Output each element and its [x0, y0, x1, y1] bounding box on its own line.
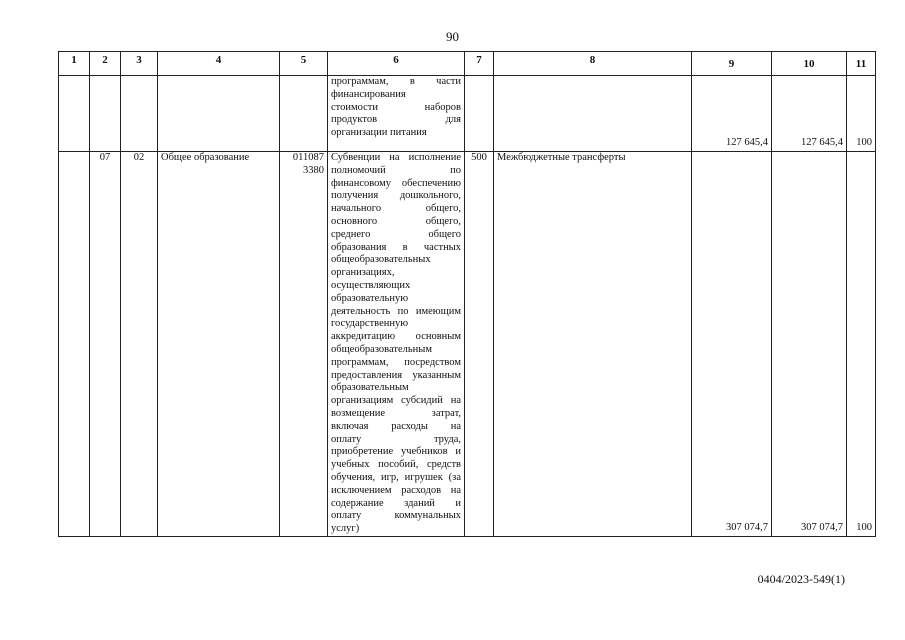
col-header-11: 11 — [847, 52, 876, 76]
cell-description — [328, 76, 465, 152]
cell-section: 07 — [90, 152, 121, 537]
cell-expense-type: 500 — [465, 152, 494, 537]
description-line: основного общего, — [331, 215, 461, 227]
col-header-1: 1 — [59, 52, 90, 76]
description-line: стоимости наборов — [331, 101, 461, 113]
description-line: учебных пособий, средств — [331, 459, 461, 471]
description-line: финансирования — [331, 88, 406, 100]
cell-amount-10: 307 074,7 — [772, 152, 847, 537]
description-line: исключением расходов на — [331, 484, 461, 496]
table-row — [59, 76, 876, 152]
cell-c1 — [59, 152, 90, 537]
col-header-3: 3 — [121, 52, 158, 76]
description-line: включая расходы на — [331, 420, 461, 432]
budget-table — [58, 51, 876, 537]
cell-section-name: Общее образование — [158, 152, 280, 537]
col-header-5: 5 — [280, 52, 328, 76]
col-header-6: 6 — [328, 52, 465, 76]
description-line: организациях, — [331, 267, 395, 279]
col-header-9: 9 — [692, 52, 772, 76]
cell-subsection: 02 — [121, 152, 158, 537]
description-line: среднего общего — [331, 228, 461, 240]
cell-c5 — [280, 76, 328, 152]
target-code-line: 011087 — [292, 152, 324, 163]
table-row — [59, 152, 876, 537]
cell-amount-9: 127 645,4 — [692, 76, 772, 152]
description-line: приобретение учебников и — [331, 446, 461, 458]
cell-description — [328, 152, 465, 537]
cell-c7 — [465, 76, 494, 152]
col-header-10: 10 — [772, 52, 847, 76]
page-number: 90 — [446, 29, 459, 44]
description-line: программам, в части — [331, 76, 461, 87]
description-line: государственную — [331, 318, 409, 330]
description-line: образования в частных — [331, 241, 461, 253]
col-header-7: 7 — [465, 52, 494, 76]
description-line: обучения, игр, игрушек (за — [331, 471, 461, 483]
description-line: оплату труда, — [331, 433, 461, 445]
description-line: осуществляющих — [331, 279, 411, 291]
description-line: программам, посредством — [331, 356, 461, 368]
description-line: начального общего, — [331, 203, 461, 215]
cell-c3 — [121, 76, 158, 152]
description-line: образовательную — [331, 292, 409, 304]
target-code-line: 3380 — [303, 164, 324, 176]
description-line: общеобразовательным — [331, 343, 432, 355]
cell-c4 — [158, 76, 280, 152]
description-line: общеобразовательных — [331, 254, 431, 266]
description-line: возмещение затрат, — [331, 407, 461, 419]
cell-c2 — [90, 76, 121, 152]
description-line: деятельность по имеющим — [331, 305, 461, 317]
description-line: предоставления указанным — [331, 369, 461, 381]
cell-amount-9: 307 074,7 — [692, 152, 772, 537]
description-line: финансовому обеспечению — [331, 177, 461, 189]
cell-percent: 100 — [847, 152, 876, 537]
description-line: образовательным — [331, 382, 409, 394]
description-line: получения дошкольного, — [331, 190, 461, 202]
col-header-2: 2 — [90, 52, 121, 76]
description-line: организациям субсидий на — [331, 395, 461, 407]
description-line: Субвенции на исполнение — [331, 152, 461, 163]
cell-amount-10: 127 645,4 — [772, 76, 847, 152]
description-line: содержание зданий и — [331, 497, 461, 509]
cell-percent: 100 — [847, 76, 876, 152]
header-row — [59, 52, 876, 76]
cell-target-code — [280, 152, 328, 537]
document-code: 0404/2023-549(1) — [757, 572, 845, 586]
col-header-4: 4 — [158, 52, 280, 76]
description-line: продуктов для — [331, 114, 461, 126]
description-line: полномочий по — [331, 164, 461, 176]
description-line: организации питания — [331, 127, 427, 139]
description-line: аккредитацию основным — [331, 331, 461, 343]
cell-expense-name: Межбюджетные трансферты — [494, 152, 692, 537]
cell-c8 — [494, 76, 692, 152]
col-header-8: 8 — [494, 52, 692, 76]
description-line: услуг) — [331, 523, 360, 535]
cell-c1 — [59, 76, 90, 152]
description-line: оплату коммунальных — [331, 510, 461, 522]
